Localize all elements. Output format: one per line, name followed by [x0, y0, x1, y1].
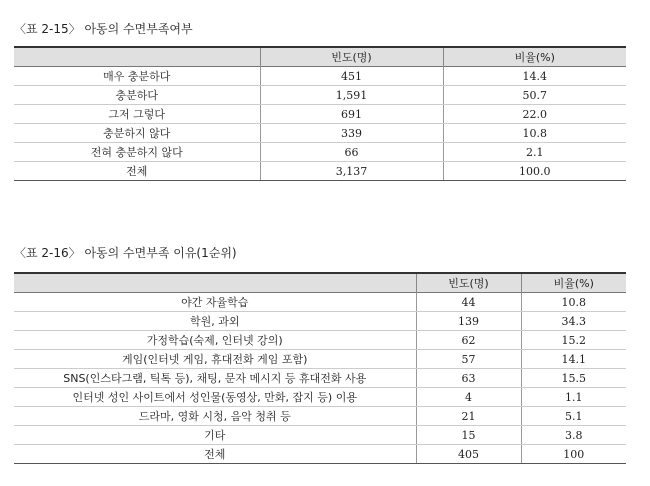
table-row — [14, 426, 626, 445]
row-label: 인터넷 성인 사이트에서 성인물(동영상, 만화, 잡지 등) 이용 — [14, 388, 416, 407]
header-frequency: 빈도(명) — [416, 273, 521, 293]
table-row — [14, 124, 626, 143]
row-frequency: 44 — [416, 293, 521, 312]
row-frequency: 139 — [416, 312, 521, 331]
table-row — [14, 388, 626, 407]
table-row — [14, 293, 626, 312]
table1-caption: 〈표 2-15〉 아동의 수면부족여부 — [14, 22, 193, 36]
row-label: SNS(인스타그램, 틱톡 등), 채팅, 문자 메시지 등 휴대전화 사용 — [14, 369, 416, 388]
row-frequency: 63 — [416, 369, 521, 388]
row-ratio: 100 — [521, 445, 626, 464]
row-label: 충분하지 않다 — [14, 124, 260, 143]
table-row — [14, 86, 626, 105]
row-frequency: 57 — [416, 350, 521, 369]
row-ratio: 2.1 — [443, 143, 626, 162]
row-frequency: 339 — [260, 124, 443, 143]
sleep-deficiency-table — [14, 46, 626, 181]
row-label: 그저 그렇다 — [14, 105, 260, 124]
row-ratio: 1.1 — [521, 388, 626, 407]
row-frequency: 3,137 — [260, 162, 443, 181]
sleep-deficiency-reason-table — [14, 272, 626, 464]
row-ratio: 14.1 — [521, 350, 626, 369]
row-frequency: 66 — [260, 143, 443, 162]
table-row — [14, 331, 626, 350]
table-row — [14, 350, 626, 369]
table-row — [14, 369, 626, 388]
row-ratio: 15.5 — [521, 369, 626, 388]
header-ratio: 비율(%) — [443, 47, 626, 67]
row-ratio: 14.4 — [443, 67, 626, 86]
row-label: 기타 — [14, 426, 416, 445]
table-total-row — [14, 445, 626, 464]
table-row — [14, 105, 626, 124]
row-frequency: 691 — [260, 105, 443, 124]
row-ratio: 5.1 — [521, 407, 626, 426]
row-frequency: 405 — [416, 445, 521, 464]
row-label: 학원, 과외 — [14, 312, 416, 331]
row-ratio: 50.7 — [443, 86, 626, 105]
row-label: 가정학습(숙제, 인터넷 강의) — [14, 331, 416, 350]
table-header-row — [14, 273, 626, 293]
row-label: 매우 충분하다 — [14, 67, 260, 86]
row-frequency: 21 — [416, 407, 521, 426]
header-ratio: 비율(%) — [521, 273, 626, 293]
row-label: 전체 — [14, 445, 416, 464]
row-frequency: 62 — [416, 331, 521, 350]
row-frequency: 451 — [260, 67, 443, 86]
row-ratio: 10.8 — [521, 293, 626, 312]
table2-caption: 〈표 2-16〉 아동의 수면부족 이유(1순위) — [14, 246, 237, 260]
row-frequency: 15 — [416, 426, 521, 445]
header-category — [14, 47, 260, 67]
header-category — [14, 273, 416, 293]
table-row — [14, 67, 626, 86]
table-row — [14, 143, 626, 162]
row-label: 드라마, 영화 시청, 음악 청취 등 — [14, 407, 416, 426]
row-ratio: 22.0 — [443, 105, 626, 124]
table-header-row — [14, 47, 626, 67]
row-label: 야간 자율학습 — [14, 293, 416, 312]
table-row — [14, 407, 626, 426]
row-ratio: 15.2 — [521, 331, 626, 350]
row-ratio: 3.8 — [521, 426, 626, 445]
row-ratio: 34.3 — [521, 312, 626, 331]
table-total-row — [14, 162, 626, 181]
row-label: 전체 — [14, 162, 260, 181]
row-label: 게임(인터넷 게임, 휴대전화 게임 포함) — [14, 350, 416, 369]
row-label: 충분하다 — [14, 86, 260, 105]
row-ratio: 10.8 — [443, 124, 626, 143]
table-row — [14, 312, 626, 331]
row-frequency: 4 — [416, 388, 521, 407]
row-label: 전혀 충분하지 않다 — [14, 143, 260, 162]
row-ratio: 100.0 — [443, 162, 626, 181]
row-frequency: 1,591 — [260, 86, 443, 105]
header-frequency: 빈도(명) — [260, 47, 443, 67]
